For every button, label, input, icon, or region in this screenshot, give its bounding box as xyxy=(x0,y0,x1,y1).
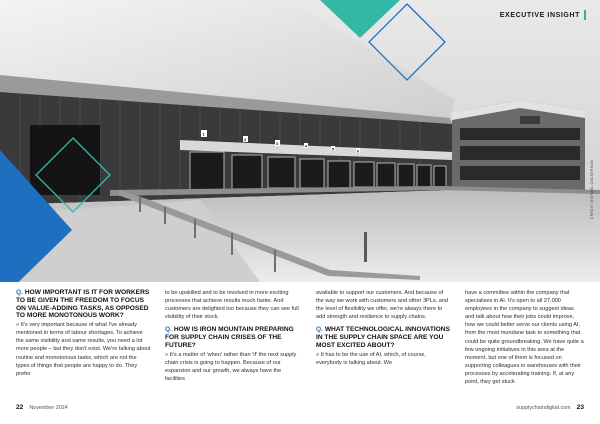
section-tag-accent xyxy=(584,10,586,20)
article-column-3 xyxy=(316,289,451,367)
body-paragraph: have a committee within the company that specialises in AI. It's open to all 27,000 employees in the company to suggest ideas and talk about how their jobs could improve, how we could better serve our clients using AI, from the most mundane task to something that could be quite groundbreaking. We have quite a few ongoing initiatives in this area at the moment, but one of them is focused on supporting colleagues in warehouses with their processes by accelerating training. If, at any point, they get stuck xyxy=(465,290,584,386)
door-number: 2 xyxy=(244,137,247,142)
question-heading: Q. HOW IS IRON MOUNTAIN PREPARING FOR SUPPLY CHAIN CRISES OF THE FUTURE? xyxy=(165,326,294,349)
answer-paragraph: » It's very important because of what I've already mentioned in terms of labour shortages. To achieve the same visibility and same results, you need a lot more people – but they don't exist. We're talking about routine and monotonous tasks, which are not the types of things that people are happy to do. They prefer xyxy=(16,322,151,377)
door-number: 4 xyxy=(304,143,308,149)
photo-credit: CREDIT: MICHAEL COCKERHAM xyxy=(590,160,594,219)
door-number: 6 xyxy=(356,148,360,154)
page-number-left: 22 xyxy=(16,404,24,411)
door-number: 3 xyxy=(276,141,279,146)
footer-right xyxy=(516,404,584,411)
article-columns xyxy=(16,289,584,399)
article-column-4 xyxy=(465,289,584,386)
issue-date: November 2024 xyxy=(29,405,68,411)
page-footer xyxy=(16,404,584,414)
site-url[interactable]: supplychaindigital.com xyxy=(516,405,571,411)
page-number-right: 23 xyxy=(576,404,584,411)
answer-paragraph: » It's a matter of 'when' rather than 'if' the next supply chain crisis is going to happen. Because of our expansion and our growth, we always have the facilities xyxy=(165,351,297,383)
body-paragraph: available to support our customers. And because of the way we work with customers and other 3PLs, and the level of flexibility we offer, we're always there to add strength and resilience to supply chains. xyxy=(316,290,449,321)
question-heading: Q. HOW IMPORTANT IS IT FOR WORKERS TO BE GIVEN THE FREEDOM TO FOCUS ON VALUE-ADDING TASKS, AS OPPOSED TO MORE MONOTONOUS WORK? xyxy=(16,289,150,320)
question-heading: Q. WHAT TECHNOLOGICAL INNOVATIONS IN THE SUPPLY CHAIN SPACE ARE YOU MOST EXCITED ABOUT? xyxy=(316,326,450,349)
door-number: 1 xyxy=(202,131,205,137)
article-column-2 xyxy=(165,289,300,383)
footer-left xyxy=(16,404,68,411)
body-paragraph: to be upskilled and to be involved in more exciting processes that achieve results much faster. And customers are delighted too because they can see full visibility of their stock. xyxy=(165,290,299,321)
article-column-1 xyxy=(16,289,151,378)
answer-paragraph: » It has to be the use of AI, which, of course, everybody is talking about. We xyxy=(316,351,427,366)
section-tag xyxy=(500,10,586,20)
section-tag-label: EXECUTIVE INSIGHT xyxy=(499,11,580,19)
door-number: 5 xyxy=(331,146,335,152)
